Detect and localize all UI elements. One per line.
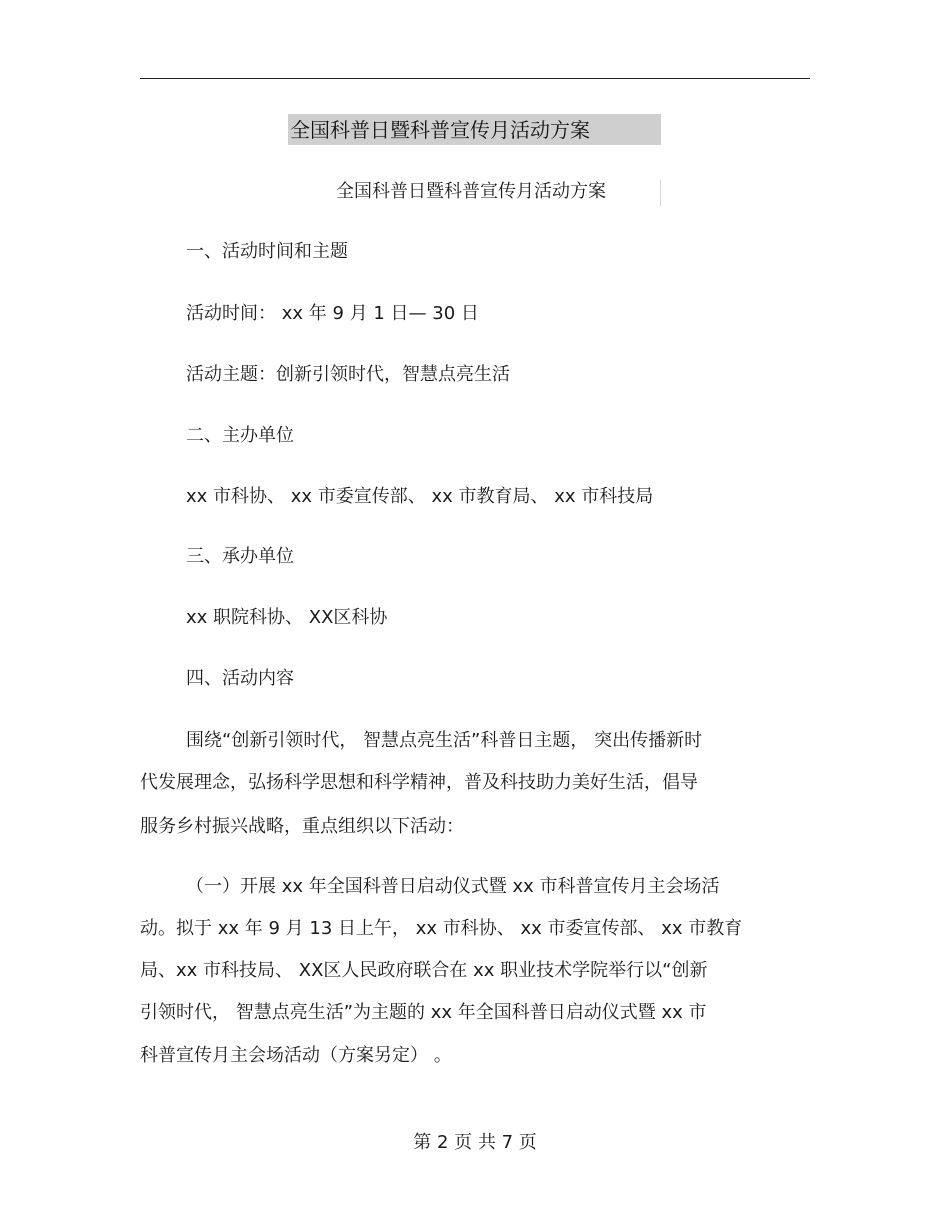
section-heading-time-theme: 一、活动时间和主题: [186, 241, 348, 262]
activity-time: 活动时间： xx 年 9 月 1 日— 30 日: [186, 303, 479, 324]
section-heading-co-organizers: 三、承办单位: [186, 546, 294, 567]
organizers-list: xx 市科协、 xx 市委宣传部、 xx 市教育局、 xx 市科技局: [186, 486, 654, 507]
page-number-footer: 第 2 页 共 7 页: [413, 1132, 537, 1153]
document-subtitle: 全国科普日暨科普宣传月活动方案: [336, 181, 606, 202]
header-rule: [140, 78, 810, 79]
paragraph-line: 服务乡村振兴战略，重点组织以下活动：: [140, 816, 464, 837]
paragraph-line: 引领时代， 智慧点亮生活”为主题的 xx 年全国科普日启动仪式暨 xx 市: [140, 1002, 707, 1023]
document-title: 全国科普日暨科普宣传月活动方案: [290, 118, 590, 142]
paragraph-line: 动。拟于 xx 年 9 月 13 日上午， xx 市科协、 xx 市委宣传部、 xx 市教育: [140, 918, 743, 939]
paragraph-line: 局、xx 市科技局、 XX区人民政府联合在 xx 职业技术学院举行以“创新: [140, 960, 708, 981]
paragraph-line: 代发展理念，弘扬科学思想和科学精神，普及科技助力美好生活，倡导: [140, 772, 698, 793]
co-organizers-list: xx 职院科协、 XX区科协: [186, 607, 388, 628]
section-heading-organizers: 二、主办单位: [186, 425, 294, 446]
paragraph-line: （一）开展 xx 年全国科普日启动仪式暨 xx 市科普宣传月主会场活: [186, 876, 720, 897]
paragraph-line: 围绕“创新引领时代， 智慧点亮生活”科普日主题， 突出传播新时: [186, 730, 703, 751]
activity-theme: 活动主题：创新引领时代，智慧点亮生活: [186, 364, 510, 385]
paragraph-line: 科普宣传月主会场活动（方案另定） 。: [140, 1045, 452, 1066]
section-heading-content: 四、活动内容: [186, 668, 294, 689]
